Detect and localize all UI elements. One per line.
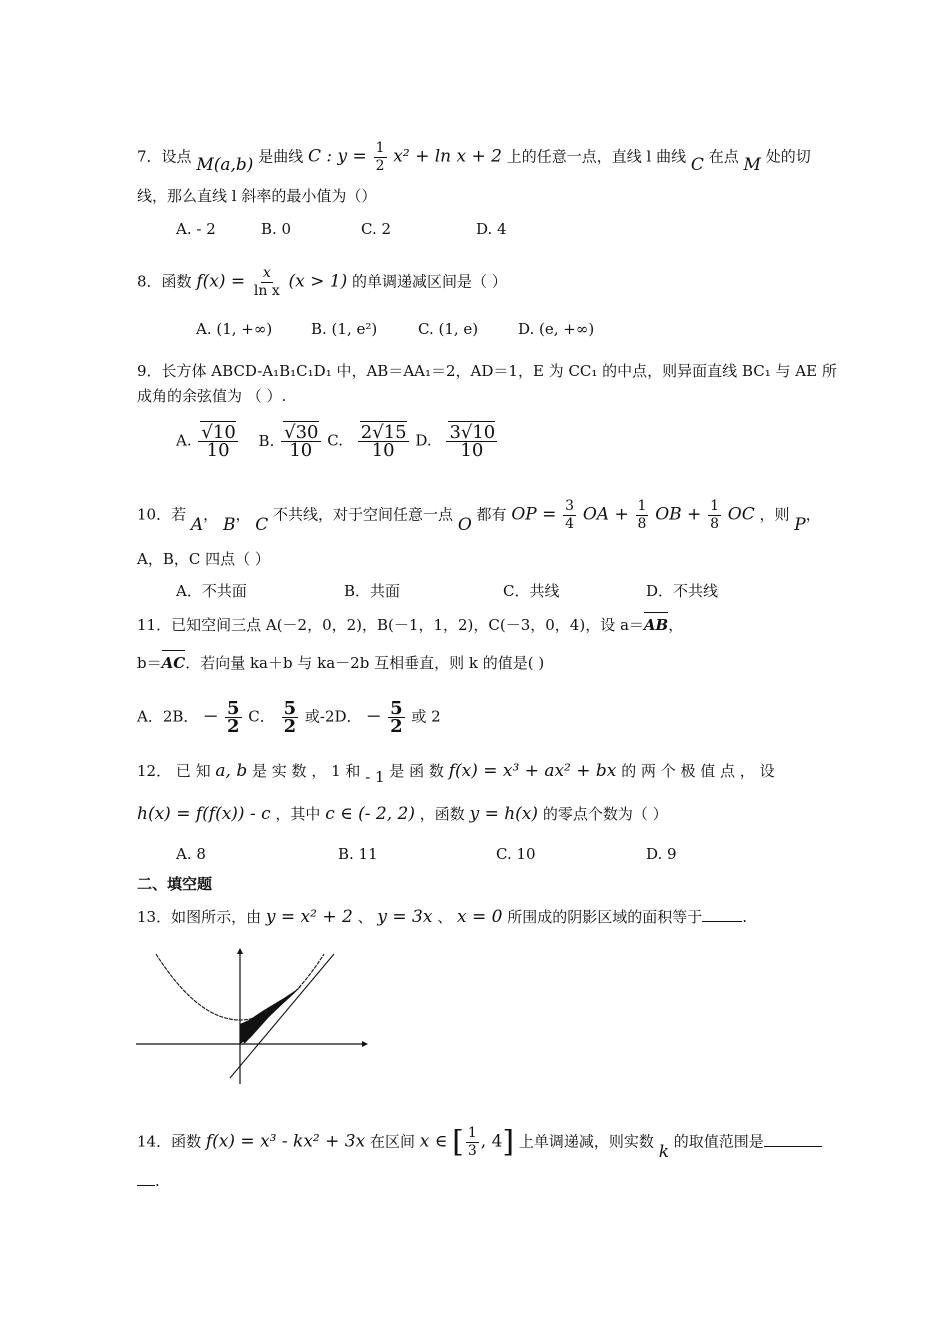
q10-p-symbol: P	[794, 514, 806, 535]
q12-option-a: A. 8	[176, 845, 206, 863]
q7-option-a: A. - 2	[176, 220, 216, 238]
q10-oc: OC	[727, 504, 755, 525]
q10-fraction-2: $\frac{1}{8}$	[637, 498, 647, 532]
q10-text-a: 10．若	[137, 505, 187, 524]
q7-curve-lhs: C : y =	[308, 146, 367, 167]
q11-text-c: ．若向量 ka＋b 与 ka－2b 互相垂直，则 k 的值是( )	[185, 654, 545, 672]
q11-option-c: C．	[248, 707, 275, 726]
q9-option-b-label: B.	[258, 431, 275, 450]
q12-line1	[137, 760, 775, 786]
q14-x-in: x ∈	[419, 1131, 448, 1152]
q14-interval-end: , 4	[480, 1131, 503, 1152]
q12-text-d: 的 两 个 极 值 点 ， 设	[621, 762, 775, 780]
q8-option-d: D. (e, +∞)	[518, 320, 595, 338]
q13-separator-2: 、	[437, 908, 453, 926]
q7-text-d: 在点	[708, 147, 739, 166]
q11-text-b: b＝	[137, 654, 162, 672]
q12-function: f(x) = x³ + ax² + bx	[448, 761, 617, 781]
q7-text-c: 上的任意一点，直线 l 曲线	[506, 147, 687, 166]
q12-text-b: 是 实 数 ， 1 和	[252, 762, 361, 780]
q7-curve-rhs: x² + ln x + 2	[393, 146, 502, 167]
q13-text-b: 所围成的阴影区域的面积等于	[507, 908, 703, 926]
q9-option-c-value: $\frac{2√15}{10}$	[358, 424, 409, 459]
q10-op: OP =	[511, 504, 557, 525]
x-axis-arrow	[362, 1041, 368, 1047]
q7-option-c: C. 2	[361, 220, 392, 238]
q10-o-symbol: O	[457, 514, 472, 535]
q8-option-c: C. (1, e)	[418, 320, 479, 338]
q14-fraction: $\frac{1}{3}$	[467, 1125, 477, 1159]
q9-option-c-label: C.	[327, 431, 343, 450]
q12-c-range: c ∈ (- 2, 2)	[325, 804, 415, 824]
q11-line1	[137, 614, 683, 636]
q7-line2: 线，那么直线 l 斜率的最小值为（）	[137, 187, 377, 205]
q8-text-b: 的单调递减区间是（ ）	[352, 272, 507, 291]
q8-text-a: 8．函数	[137, 272, 192, 291]
q11-option-d-value: $\frac{5}{2}$	[390, 698, 403, 737]
q11-option-c-value: $\frac{5}{2}$	[283, 698, 297, 737]
q9-line1: 9．长方体 ABCD-A₁B₁C₁D₁ 中，AB＝AA₁＝2，AD＝1，E 为 CC₁ 的中点，则异面直线 BC₁ 与 AE 所	[137, 362, 837, 380]
q10-fraction-3: $\frac{1}{8}$	[710, 498, 719, 532]
q11-option-a: A．2B．	[137, 707, 199, 726]
q12-option-c: C. 10	[496, 845, 536, 863]
q10-ob: OB +	[655, 504, 702, 525]
q9-option-d-label: D.	[415, 431, 432, 450]
q8-line	[137, 265, 507, 300]
q9-option-a-label: A.	[176, 431, 192, 450]
q7-option-d: D. 4	[476, 220, 507, 238]
q11-option-d-sign: －	[366, 707, 382, 726]
q14-answer-blank-2[interactable]	[137, 1171, 155, 1186]
q8-function: f(x) =	[196, 271, 246, 292]
q13-answer-blank[interactable]	[702, 907, 742, 922]
q14-k-symbol: k	[658, 1141, 669, 1162]
q7-text-a: 7．设点	[137, 147, 192, 166]
q12-text-g: 的零点个数为（ ）	[542, 805, 668, 823]
q14-text-a: 14．函数	[137, 1132, 202, 1151]
q12-text-c: 是 函 数	[389, 762, 444, 780]
q10-option-c: C．共线	[503, 582, 560, 600]
q12-text-a: 12． 已 知	[137, 762, 211, 780]
q11-option-d-suffix: 或 2	[411, 707, 441, 726]
q14-text-end: .	[155, 1172, 160, 1190]
q7-text-b: 是曲线	[258, 147, 304, 166]
q10-a-symbol: A	[190, 514, 204, 535]
q13-equation-2: y = 3x	[377, 907, 433, 927]
y-axis-arrow	[237, 948, 243, 954]
q10-text-d: ，则	[759, 505, 790, 524]
q9-option-a-value: $\frac{√10}{10}$	[198, 424, 237, 459]
q10-fraction-1: $\frac{3}{4}$	[565, 498, 575, 532]
q7-c-symbol: C	[690, 154, 704, 175]
q11-option-b-value: $\frac{5}{2}$	[226, 698, 240, 737]
q7-line1	[137, 140, 811, 175]
q9-options	[176, 424, 499, 459]
q11-text-end: ，	[668, 616, 684, 634]
q10-option-d: D．不共线	[646, 582, 719, 600]
q12-line2	[137, 803, 668, 825]
q8-option-b: B. (1, e²)	[311, 320, 378, 338]
q8-fraction: $\frac{x}{\text{ln x}}$	[253, 265, 280, 299]
q13-text-a: 13．如图所示，由	[137, 908, 262, 926]
q13-separator-1: 、	[357, 908, 373, 926]
q12-option-d: D. 9	[646, 845, 677, 863]
q7-option-b: B. 0	[261, 220, 292, 238]
q12-text-f: ，函数	[419, 805, 465, 823]
q12-h-function: h(x) = f(f(x)) - c	[137, 804, 271, 824]
q13-figure	[134, 946, 370, 1086]
q13-line	[137, 906, 747, 928]
q7-text-e: 处的切	[765, 147, 811, 166]
q11-line2	[137, 652, 544, 674]
q11-vector-ac: AC	[161, 654, 186, 672]
q9-line2: 成角的余弦值为 （ ）.	[137, 387, 287, 405]
q8-condition: (x > 1)	[288, 271, 348, 292]
q11-text-a: 11．已知空间三点 A(－2，0，2)，B(－1，1，2)，C(－3，0，4)，设 a＝	[137, 616, 644, 634]
q9-option-b-value: $\frac{√30}{10}$	[281, 424, 320, 459]
q14-line1: 14．函数 f(x) = x³ - kx² + 3x 在区间 x ∈ [ $\frac{1}{3}$ , 4] 上单调递减，则实数 k 的取值范围是	[137, 1125, 822, 1160]
q14-line2	[137, 1170, 160, 1192]
q7-fraction: $\frac{1}{2}$	[375, 140, 385, 174]
q8-option-a: A. (1, +∞)	[196, 320, 273, 338]
q10-c-symbol: C	[255, 514, 269, 535]
q10-b-symbol: B	[222, 514, 236, 535]
q14-function: f(x) = x³ - kx² + 3x	[205, 1131, 366, 1152]
q11-option-b-sign: －	[203, 707, 219, 726]
q13-equation-1: y = x² + 2	[265, 907, 353, 927]
q12-option-b: B. 11	[338, 845, 378, 863]
q10-line2: A，B，C 四点（ ）	[137, 550, 270, 568]
q11-options	[137, 700, 441, 735]
q10-oa: OA +	[582, 504, 629, 525]
section-title-fill-in: 二、填空题	[137, 875, 213, 893]
q11-vector-ab: AB	[643, 616, 669, 634]
q13-text-end: .	[742, 908, 748, 926]
q11-option-d: 或-2D．	[304, 707, 362, 726]
q12-y-equation: y = h(x)	[469, 804, 539, 824]
q10-text-b: 不共线，对于空间任意一点	[273, 505, 454, 524]
q14-text-b: 在区间	[369, 1132, 415, 1151]
q10-option-a: A．不共面	[176, 582, 247, 600]
q14-text-c: 上单调递减，则实数	[518, 1132, 654, 1151]
q12-neg-one: - 1	[365, 768, 385, 786]
q7-point: M(a,b)	[196, 154, 254, 175]
q7-m-symbol: M	[743, 154, 761, 175]
q9-option-d-value: $\frac{3√10}{10}$	[446, 424, 497, 459]
q12-text-e: ，其中	[275, 805, 321, 823]
line-3x	[230, 954, 334, 1078]
q12-ab: a, b	[215, 761, 248, 781]
q10-option-b: B．共面	[344, 582, 401, 600]
q14-answer-blank-1[interactable]	[764, 1132, 822, 1147]
q10-line1: 10．若 A， B， C 不共线，对于空间任意一点 O 都有 OP = $\frac{3}{4}$ OA + $\frac{1}{8}$ OB + $\frac{1}{8}$ OC ，则 P，	[137, 498, 821, 535]
q10-text-c: 都有	[476, 505, 507, 524]
q14-text-d: 的取值范围是	[673, 1132, 764, 1151]
q13-equation-3: x = 0	[457, 907, 503, 927]
